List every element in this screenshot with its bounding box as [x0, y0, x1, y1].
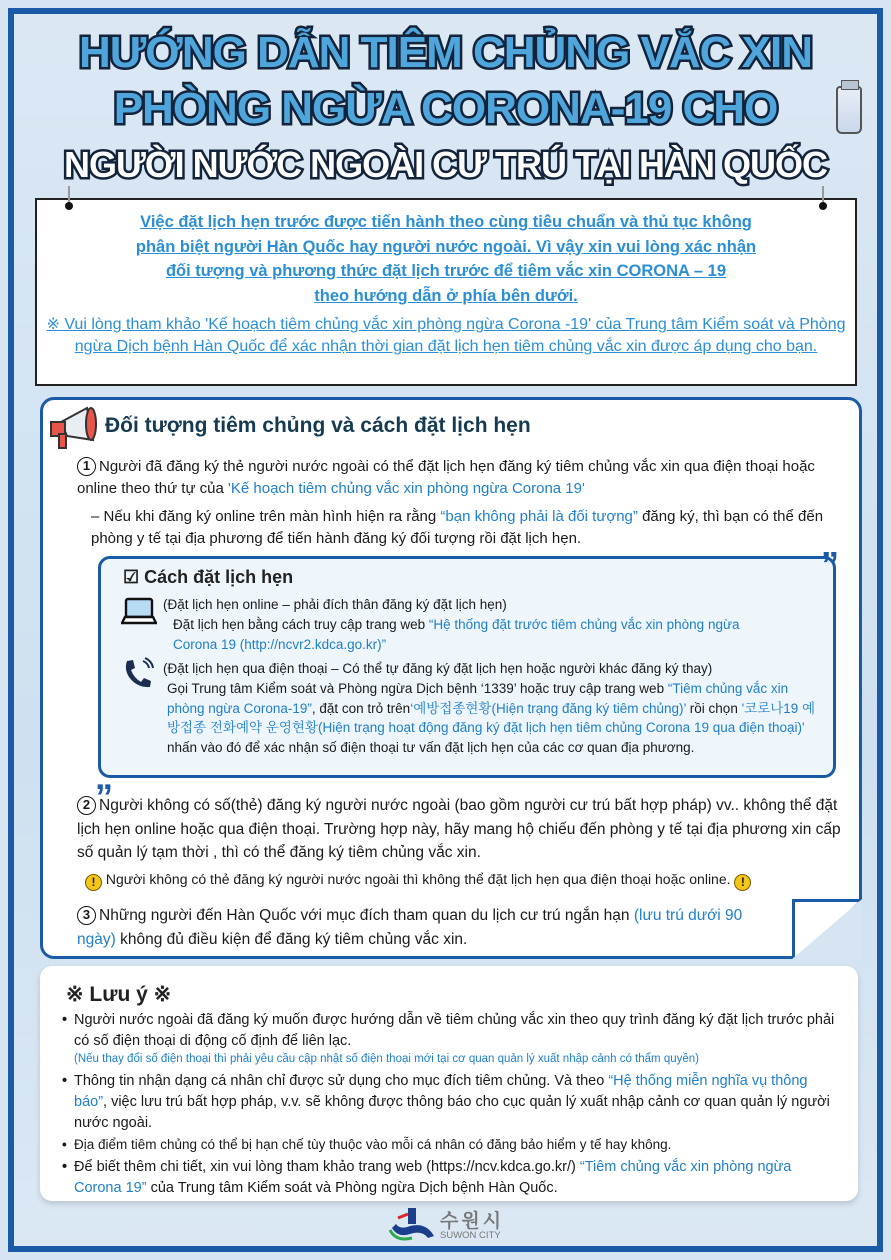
logo-english: SUWON CITY: [440, 1230, 501, 1241]
phone-pre: Gọi Trung tâm Kiểm soát và Phòng ngừa Dịch bệnh ‘1339’ hoặc truy cập trang web: [167, 681, 668, 696]
note-item: [62, 1157, 842, 1199]
phone-mid: , đặt con trỏ trên: [311, 700, 411, 716]
suwon-city-logo: [388, 1204, 518, 1246]
title-line-1: HƯỚNG DẪN TIÊM CHỦNG VẮC XIN: [79, 28, 812, 77]
warning-icon: !: [734, 874, 751, 891]
phone-text: [167, 679, 822, 757]
item-3: [77, 904, 777, 951]
phone-icon: [121, 657, 157, 689]
note-text: , việc lưu trú bất hợp pháp, v.v. sẽ không được thông báo cho cục quản lý xuất nhập cảnh cơ quan quản lý người nước ngoài.: [74, 1094, 830, 1131]
intro-line: theo hướng dẫn ở phía bên dưới.: [314, 286, 578, 305]
intro-box: [35, 198, 857, 386]
note-small: (Nếu thay đổi số điện thoại thì phải yêu cầu cập nhật số điện thoại mới tại cơ quan quản lý xuất nhập cảnh có thẩm quyền): [74, 1053, 699, 1065]
intro-line: phân biệt người Hàn Quốc hay người nước ngoài. Vì vậy xin vui lòng xác nhận: [135, 237, 757, 256]
booking-heading: ☑ Cách đặt lịch hẹn: [123, 567, 294, 587]
notes-card: [40, 966, 858, 1201]
warning-text: Người không có thẻ đăng ký người nước ngoài thì không thể đặt lịch hẹn qua điện thoại hoặc online.: [105, 871, 731, 887]
item-1-sub: [91, 506, 851, 550]
item-1: [77, 456, 847, 500]
note-link: “Tiêm chủng vắc xin phòng ngừa Corona 19”: [74, 1159, 792, 1196]
warning-icon: !: [85, 874, 102, 891]
phone-post: nhấn vào đó để xác nhận số điện thoại tư vấn đặt lịch hẹn của các cơ quan địa phương.: [167, 739, 695, 755]
note-item: • Địa điểm tiêm chủng có thể bị hạn chế tùy thuộc vào mỗi cá nhân có đăng bảo hiểm y tế hay không.: [62, 1134, 842, 1155]
sub-text: – Nếu khi đăng ký online trên màn hình hiện ra rằng: [91, 508, 441, 525]
intro-line: Việc đặt lịch hẹn trước được tiến hành theo cùng tiêu chuẩn và thủ tục không: [140, 213, 752, 231]
note-item: [62, 1071, 842, 1134]
note-item: • Người nước ngoài đã đăng ký muốn được hướng dẫn về tiêm chủng vắc xin theo quy trình đăng ký đặt lịch trước phải có số điện thoại di động cố định để liên lạc.: [62, 1010, 842, 1052]
booking-methods-box: [95, 544, 839, 797]
item-3-text: Những người đến Hàn Quốc với mục đích tham quan du lịch cư trú ngắn hạn: [99, 907, 634, 924]
notes-heading: ※ Lưu ý ※: [66, 983, 172, 1006]
phone-title: (Đặt lịch hẹn qua điện thoại – Có thể tự đăng ký đặt lịch hẹn hoặc người khác đăng ký thay): [163, 661, 713, 676]
quote-mark-icon: ”: [821, 544, 839, 585]
vaccine-vial-icon: [836, 86, 862, 134]
note-link: “Hệ thống miễn nghĩa vụ thông báo”: [74, 1073, 808, 1110]
note-text: Thông tin nhận dạng cá nhân chỉ được sử dụng cho mục đích tiêm chủng. Và theo: [74, 1073, 609, 1089]
megaphone-icon: [47, 406, 103, 450]
item-1-link: 'Kế hoạch tiêm chủng vắc xin phòng ngừa Corona 19': [228, 480, 585, 497]
phone-link: ‘예방접종현황(Hiện trạng đăng ký tiêm chủng)’: [410, 700, 687, 716]
phone-link: “Tiêm chủng vắc xin phòng ngừa Corona-19”: [167, 681, 789, 716]
intro-note: ※ Vui lòng tham khảo 'Kế hoạch tiêm chủng vắc xin phòng ngừa Corona -19' của Trung tâm Kiểm soát và Phòng ngừa Dịch bệnh Hàn Quốc để xác nhận thời gian đặt lịch hẹn tiêm chủng vắc xin được áp dụng cho bạn.: [46, 316, 846, 355]
pin-icon: [819, 186, 827, 212]
online-link: “Hệ thống đặt trước tiêm chủng vắc xin phòng ngừa Corona 19 (http://ncvr2.kdca.go.kr)”: [173, 617, 740, 652]
logo-korean: 수원시: [440, 1211, 505, 1232]
eligibility-card: [40, 397, 862, 959]
phone-link: '코로나19 예방접종 전화예약 운영현황(Hiện trạng hoạt động đăng ký đặt lịch hẹn tiêm chủng Corona 19 qua điện thoại)': [167, 700, 816, 735]
sub-quote: “bạn không phải là đối tượng”: [440, 508, 638, 525]
item-2-text: Người không có số(thẻ) đăng ký người nước ngoài (bao gồm người cư trú bất hợp pháp) vv.. không thể đặt lịch hẹn online hoặc qua điện thoại. Trường hợp này, hãy mang hộ chiếu đến phòng y tế tại địa phương xin cấp số quản lý tạm thời , thì có thể đăng ký tiêm chủng vắc xin.: [77, 797, 841, 861]
online-title: (Đặt lịch hẹn online – phải đích thân đăng ký đặt lịch hẹn): [163, 597, 507, 612]
note-text: của Trung tâm Kiểm soát và Phòng ngừa Dịch bệnh Hàn Quốc.: [146, 1180, 558, 1196]
item-3-text: không đủ điều kiện để đăng ký tiêm chủng vắc xin.: [115, 930, 468, 948]
pin-icon: [65, 186, 73, 212]
booking-heading-text: Cách đặt lịch hẹn: [144, 567, 294, 587]
item-2: [77, 794, 857, 865]
online-pre: Đặt lịch hẹn bằng cách truy cập trang web: [173, 617, 429, 632]
intro-line: đối tượng và phương thức đặt lịch trước để tiêm vắc xin CORONA – 19: [165, 262, 727, 280]
section-heading: Đối tượng tiêm chủng và cách đặt lịch hẹn: [105, 414, 531, 437]
number-badge: 1: [77, 457, 96, 476]
phone-mid: rồi chọn: [686, 700, 742, 716]
number-badge: 2: [77, 796, 96, 815]
number-badge: 3: [77, 906, 96, 925]
warning-line: [85, 868, 860, 891]
note-text: Để biết thêm chi tiết, xin vui lòng tham khảo trang web (https://ncv.kdca.go.kr/): [74, 1159, 580, 1175]
item-3-link: (lưu trú dưới 90 ngày): [77, 907, 743, 948]
title-line-2: PHÒNG NGỪA CORONA-19 CHO: [113, 84, 778, 133]
suwon-logo-icon: [388, 1204, 438, 1246]
laptop-icon: [121, 597, 157, 627]
item-1-text: Người đã đăng ký thẻ người nước ngoài có thể đặt lịch hẹn đăng ký tiêm chủng vắc xin qua điện thoại hoặc online theo thứ tự của: [77, 458, 815, 497]
quote-mark-icon: „: [95, 756, 113, 797]
online-text: [173, 615, 783, 654]
sub-text: đăng ký, thì bạn có thể đến phòng y tế tại địa phương để tiến hành đăng ký đối tượng rồi đặt lịch hẹn.: [91, 508, 824, 547]
title-line-3: NGƯỜI NƯỚC NGOÀI CƯ TRÚ TẠI HÀN QUỐC: [64, 144, 827, 185]
